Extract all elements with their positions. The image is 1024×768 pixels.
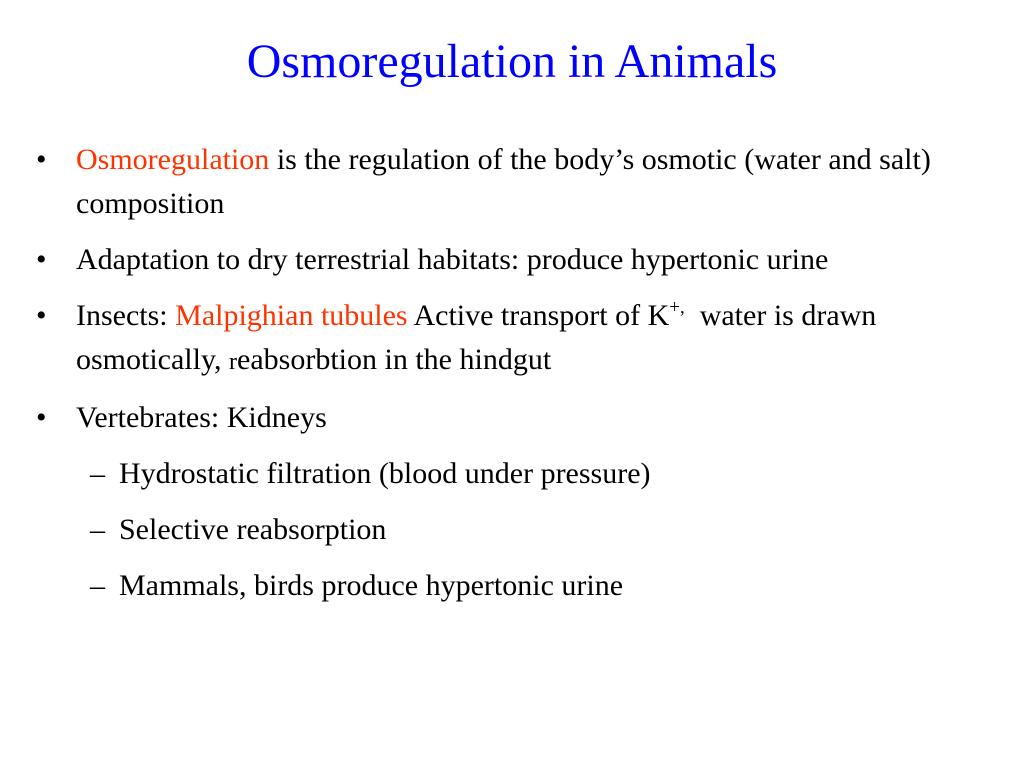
bullet-item-adaptation xyxy=(30,238,994,282)
highlight-term: Malpighian tubules xyxy=(175,299,408,332)
subitem-selective-reabsorption xyxy=(30,508,994,552)
subitem-text: Hydrostatic filtration (blood under pressure) xyxy=(119,457,651,490)
subitem-hydrostatic-filtration xyxy=(30,452,994,496)
subitem-text: Selective reabsorption xyxy=(119,513,387,546)
bullet-prefix: Insects: xyxy=(76,299,176,332)
bullet-text-b: water is drawn osmotically, xyxy=(76,299,884,376)
subitem-hypertonic-urine xyxy=(30,564,994,608)
bullet-icon: • xyxy=(36,299,47,332)
bullet-icon: • xyxy=(36,143,47,176)
bullet-text: is the regulation of the body’s osmotic (water and salt) composition xyxy=(76,143,931,220)
subitem-text: Mammals, birds produce hypertonic urine xyxy=(119,569,624,602)
bullet-text: Adaptation to dry terrestrial habitats: produce hypertonic urine xyxy=(76,243,829,276)
bullet-icon: • xyxy=(36,243,47,276)
bullet-text: Vertebrates: Kidneys xyxy=(76,401,327,434)
slide-body xyxy=(30,138,994,620)
bullet-icon: • xyxy=(36,401,47,434)
highlight-term: Osmoregulation xyxy=(76,143,270,176)
slide-title: Osmoregulation in Animals xyxy=(246,35,778,88)
bullet-item-osmoregulation xyxy=(30,138,994,226)
dash-icon: – xyxy=(90,569,105,602)
bullet-item-insects xyxy=(30,294,994,384)
dash-icon: – xyxy=(90,457,105,490)
bullet-text-a: Active transport of K xyxy=(407,299,670,332)
bullet-text-d: eabsorbtion in the hindgut xyxy=(237,343,552,376)
bullet-text-c: r xyxy=(229,349,238,375)
superscript-charge: +, xyxy=(669,297,685,318)
dash-icon: – xyxy=(90,513,105,546)
bullet-item-vertebrates xyxy=(30,396,994,440)
